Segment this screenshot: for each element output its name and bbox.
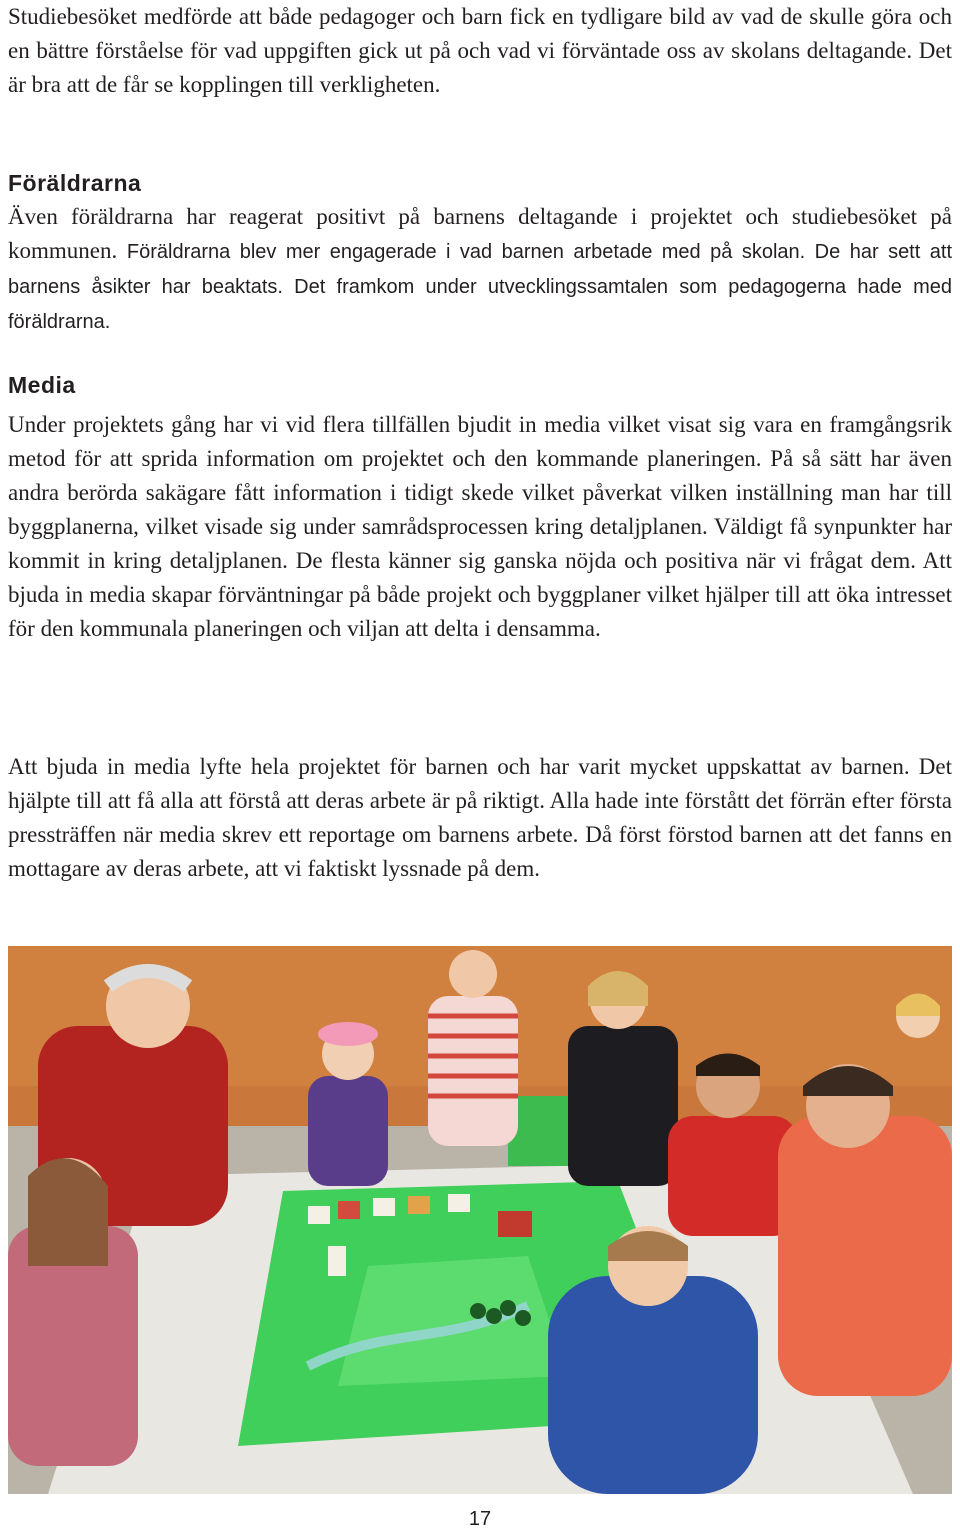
page-number: 17: [468, 1508, 492, 1530]
media-second-paragraph: Att bjuda in media lyfte hela projektet för barnen och har varit mycket uppskattat av barnen. Det hjälpte till att få alla att förstå att deras arbete är på riktigt. Alla hade inte förstått det förrän efter första pressträffen när media skrev ett reportage om barnens arbete. Då först förstod barnen att det fanns en mottagare av deras arbete, att vi faktiskt lyssnade på dem.: [8, 754, 952, 881]
photo-illustration: [8, 946, 952, 1494]
section-heading-foraldrarna: Föräldrarna: [8, 170, 142, 196]
section-heading-media: Media: [8, 372, 76, 398]
foraldrarna-text-sans: Föräldrarna blev mer engagerade i vad barnen arbetade med på skolan. De har sett att barnens åsikter har beaktats. Det framkom under utvecklingssamtalen som pedagogerna hade med föräldrarna.: [8, 241, 952, 333]
foraldrarna-text-serif: Även föräldrarna har reagerat positivt på barnens deltagande i projektet och studiebesöket på kommunen.: [8, 204, 952, 263]
foraldrarna-paragraph: [8, 200, 952, 339]
classroom-photo: [8, 946, 952, 1494]
intro-paragraph: Studiebesöket medförde att både pedagoger och barn fick en tydligare bild av vad de skulle göra och en bättre förståelse för vad uppgiften gick ut på och vad vi förväntade oss av skolans deltagande. Det är bra att de får se kopplingen till verkligheten.: [8, 4, 952, 97]
media-paragraph: Under projektets gång har vi vid flera tillfällen bjudit in media vilket visat sig vara en framgångsrik metod för att sprida information om projektet och den kommande planeringen. På så sätt har även andra berörda sakägare fått information i tidigt skede vilket påverkat vilken inställning man har till byggplanerna, vilket visade sig under samrådsprocessen kring detaljplanen. Väldigt få synpunkter har kommit in kring detaljplanen. De flesta känner sig ganska nöjda och positiva när vi frågat dem. Att bjuda in media skapar förväntningar på både projekt och byggplaner vilket hjälper till att öka intresset för den kommunala planeringen och viljan att delta i densamma.: [8, 412, 952, 641]
